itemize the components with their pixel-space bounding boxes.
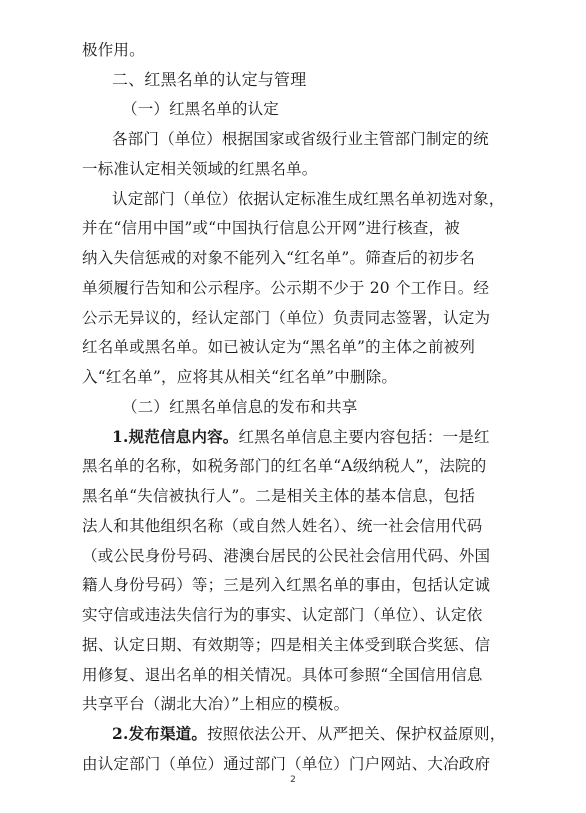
text-line xyxy=(112,427,542,447)
text-line: 各部门（单位）根据国家或省级行业主管部门制定的统 xyxy=(112,130,489,148)
text-line: 籍人身份号码）等；三是列入红黑名单的事由，包括认定诚 xyxy=(82,576,491,594)
item-text: 按照依法公开、从严把关、保护权益原则， xyxy=(207,725,506,743)
page-number: 2 xyxy=(290,775,296,785)
text-line: 红名单或黑名单。如已被认定为“黑名单”的主体之前被列 xyxy=(82,338,476,356)
text-line: 黑名单“失信被执行人”。二是相关主体的基本信息，包括 xyxy=(82,487,476,505)
text-line: 用修复、退出名单的相关情况。具体可参照“全国信用信息 xyxy=(82,666,483,684)
text-line: 公示无异议的，经认定部门（单位）负责同志签署，认定为 xyxy=(82,309,491,327)
text-line: 实守信或违法失信行为的事实、认定部门（单位）、认定依 xyxy=(82,606,483,624)
text-line: 并在“信用中国”或“中国执行信息公开网”进行核查，被 xyxy=(82,219,460,237)
text-line: 据、认定日期、有效期等；四是相关主体受到联合奖惩、信 xyxy=(82,636,491,654)
text-line: 单须履行告知和公示程序。公示期不少于 20 个工作日。经 xyxy=(82,279,490,297)
item-title: 1.规范信息内容。 xyxy=(112,427,239,446)
text-line: 由认定部门（单位）通过部门（单位）门户网站、大冶政府 xyxy=(82,755,491,773)
text-line: （或公民身份号码、港澳台居民的公民社会信用代码、外国 xyxy=(82,547,491,565)
item-title: 2.发布渠道。 xyxy=(112,724,208,743)
text-line: 共享平台（湖北大冶）”上相应的模板。 xyxy=(82,695,350,713)
text-line: 法人和其他组织名称（或自然人姓名）、统一社会信用代码 xyxy=(82,517,483,535)
text-line: 纳入失信惩戒的对象不能列入“红名单”。筛查后的初步名 xyxy=(82,249,476,267)
subsection-heading: （二）红黑名单信息的发布和共享 xyxy=(122,398,358,416)
text-line: 认定部门（单位）依据认定标准生成红黑名单初选对象， xyxy=(112,190,505,208)
section-heading: 二、红黑名单的认定与管理 xyxy=(112,70,307,89)
subsection-heading: （一）红黑名单的认定 xyxy=(122,100,280,118)
item-text: 红黑名单信息主要内容包括：一是红 xyxy=(238,428,490,446)
text-line: 黑名单的名称，如税务部门的红名单“A级纳税人”，法院的 xyxy=(82,457,487,475)
text-line: 一标准认定相关领域的红黑名单。 xyxy=(82,160,318,178)
text-line: 极作用。 xyxy=(82,41,145,59)
text-line xyxy=(112,724,542,744)
text-line: 入“红名单”，应将其从相关“红名单”中删除。 xyxy=(82,368,398,386)
